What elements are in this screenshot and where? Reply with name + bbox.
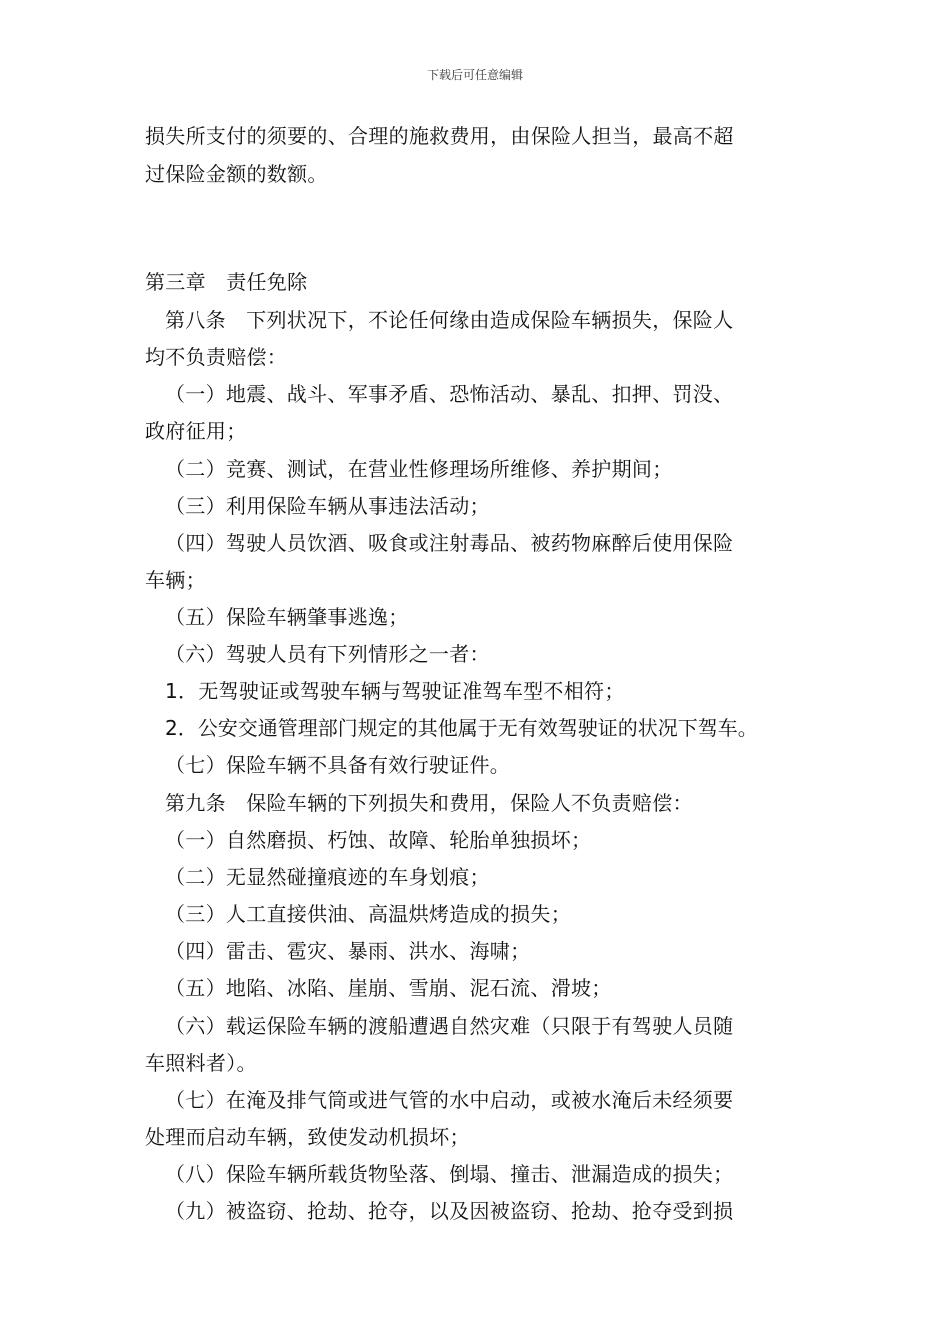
list-item: （三）利用保险车辆从事违法活动； xyxy=(165,494,490,518)
body-line: 车辆； xyxy=(145,568,206,592)
body-line: 损失所支付的须要的、合理的施救费用，由保险人担当，最高不超 xyxy=(145,124,734,148)
body-line: 车照料者）。 xyxy=(145,1051,257,1075)
sub-item: 1．无驾驶证或驾驶车辆与驾驶证准驾车型不相符； xyxy=(165,679,625,703)
body-line: 均不负责赔偿： xyxy=(145,345,288,369)
body-line: 过保险金额的数额。 xyxy=(145,162,328,186)
list-item: （一）自然磨损、朽蚀、故障、轮胎单独损坏； xyxy=(165,828,592,852)
list-item: （一）地震、战斗、军事矛盾、恐怖活动、暴乱、扣押、罚没、 xyxy=(165,382,734,406)
article-heading: 第九条 保险车辆的下列损失和费用，保险人不负责赔偿： xyxy=(165,791,693,815)
list-item: （二）竞赛、测试，在营业性修理场所维修、养护期间； xyxy=(165,457,673,481)
list-item: （七）在淹及排气筒或进气管的水中启动，或被水淹后未经须要 xyxy=(165,1088,734,1112)
page-header: 下载后可任意编辑 xyxy=(426,68,523,82)
list-item: （七）保险车辆不具备有效行驶证件。 xyxy=(165,753,511,777)
article-heading: 第八条 下列状况下，不论任何缘由造成保险车辆损失，保险人 xyxy=(165,308,734,332)
body-line: 政府征用； xyxy=(145,419,247,443)
sub-item: 2．公安交通管理部门规定的其他属于无有效驾驶证的状况下驾车。 xyxy=(165,716,758,740)
list-item: （六）驾驶人员有下列情形之一者： xyxy=(165,642,490,666)
list-item: （六）载运保险车辆的渡船遭遇自然灾难（只限于有驾驶人员随 xyxy=(165,1014,734,1038)
list-item: （五）保险车辆肇事逃逸； xyxy=(165,605,409,629)
body-line: 处理而启动车辆，致使发动机损坏； xyxy=(145,1125,470,1149)
list-item: （九）被盗窃、抢劫、抢夺，以及因被盗窃、抢劫、抢夺受到损 xyxy=(165,1199,734,1223)
list-item: （四）雷击、雹灾、暴雨、洪水、海啸； xyxy=(165,939,531,963)
list-item: （二）无显然碰撞痕迹的车身划痕； xyxy=(165,865,490,889)
chapter-heading: 第三章 责任免除 xyxy=(145,270,308,294)
list-item: （八）保险车辆所载货物坠落、倒塌、撞击、泄漏造成的损失； xyxy=(165,1162,734,1186)
list-item: （三）人工直接供油、高温烘烤造成的损失； xyxy=(165,902,571,926)
list-item: （五）地陷、冰陷、崖崩、雪崩、泥石流、滑坡； xyxy=(165,976,612,1000)
list-item: （四）驾驶人员饮酒、吸食或注射毒品、被药物麻醉后使用保险 xyxy=(165,531,734,555)
